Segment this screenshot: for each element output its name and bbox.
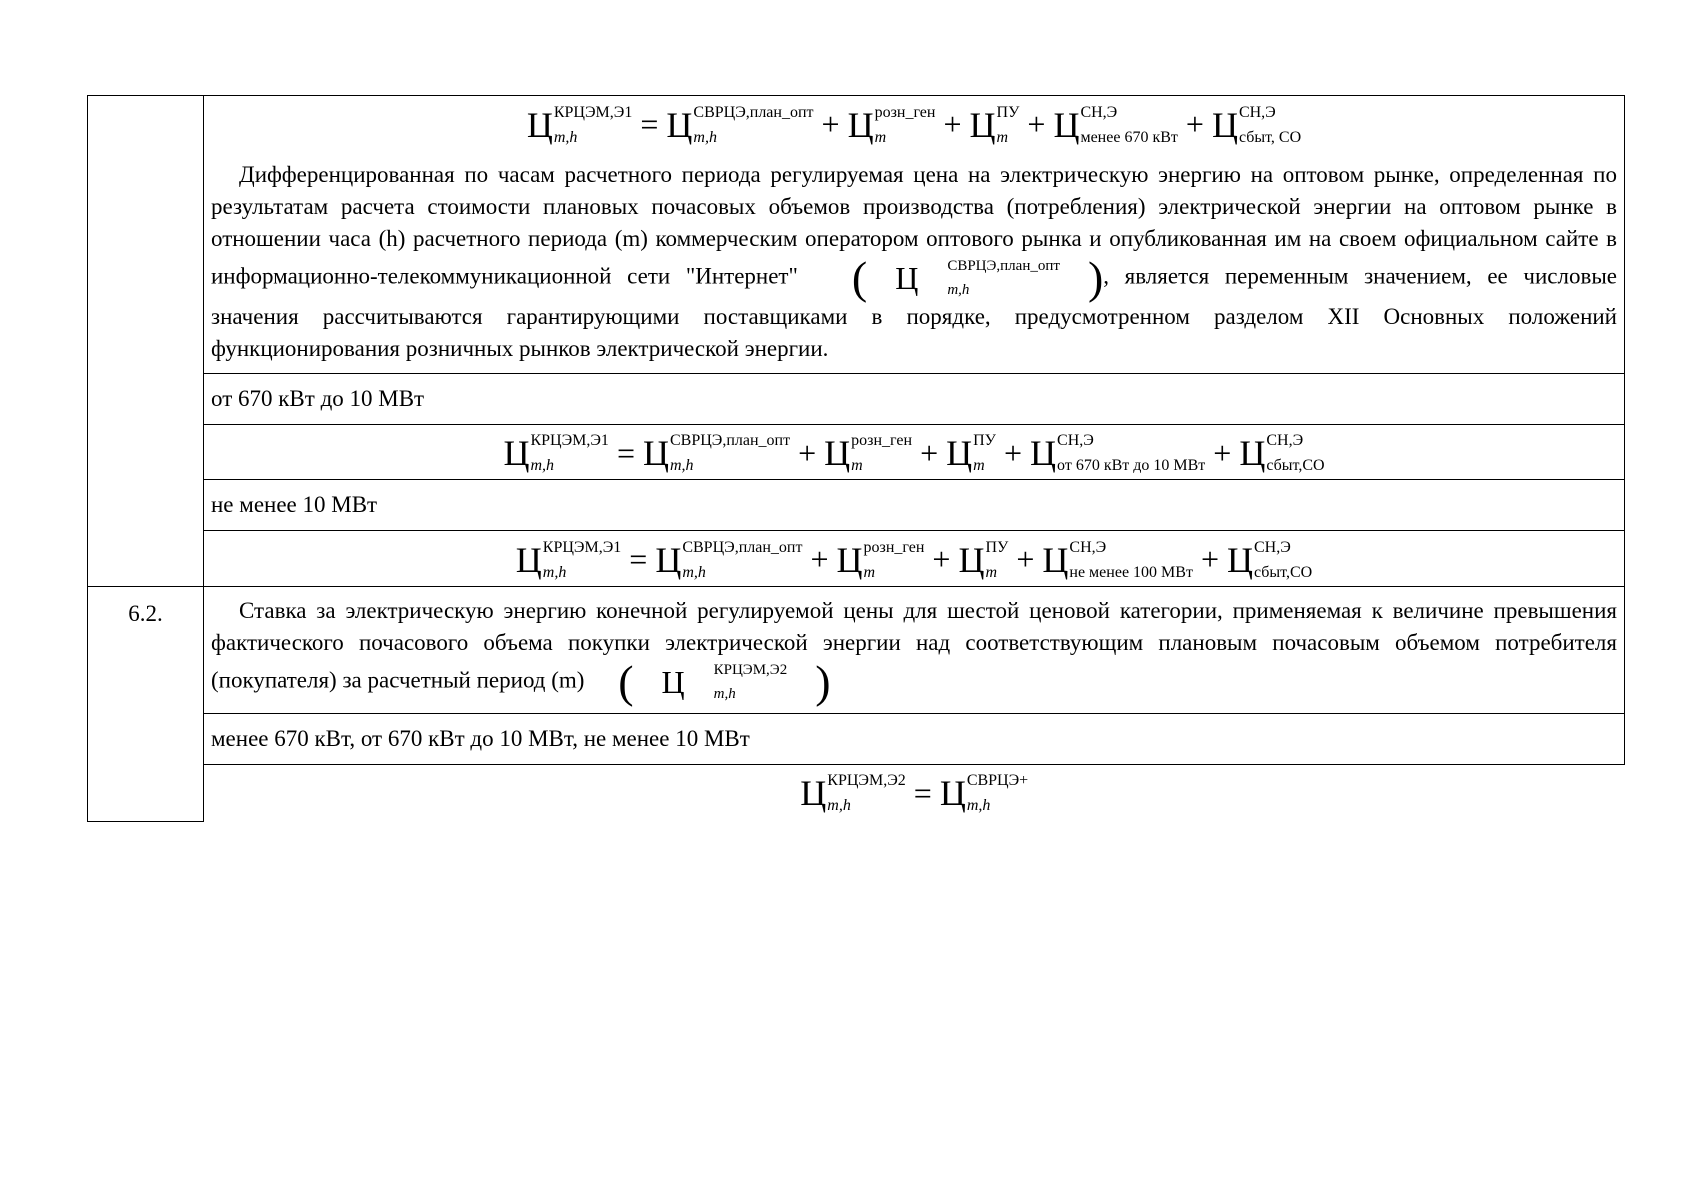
formula — [514, 538, 1314, 581]
formula-term: Ц ПУ m — [969, 103, 1020, 146]
power-range-label: не менее 10 МВт — [204, 480, 1625, 531]
formula-term: Ц СН,Э сбыт,СО — [1239, 432, 1325, 474]
plus-sign: + — [1200, 541, 1219, 577]
plus-sign: + — [810, 541, 829, 577]
formula-term: Ц СВРЦЭ,план_опт m,h — [655, 538, 803, 581]
table-row — [88, 531, 1625, 587]
plus-sign: + — [943, 106, 962, 142]
formula-term: Ц ПУ m — [958, 538, 1009, 581]
formula — [525, 103, 1303, 146]
formula-term: Ц СН,Э не менее 100 МВт — [1042, 538, 1193, 581]
formula-term: Ц СН,Э от 670 кВт до 10 МВт — [1030, 432, 1206, 474]
formula-lhs: Ц КРЦЭМ,Э1 m,h — [503, 432, 609, 474]
formula-term: Ц розн_ген m — [847, 103, 936, 146]
table-row — [88, 764, 1625, 821]
equals-sign: = — [629, 541, 648, 577]
formula — [501, 432, 1326, 474]
table-row — [88, 713, 1625, 764]
inline-formula: ( Ц КРЦЭМ,Э2 m,h ) — [618, 655, 831, 707]
formula-term: Ц СН,Э менее 670 кВт — [1053, 103, 1178, 146]
formula-block — [204, 765, 1625, 822]
formula-block — [204, 425, 1624, 480]
equals-sign: = — [913, 774, 932, 811]
formula-block — [204, 96, 1624, 151]
inline-formula: ( Ц СВРЦЭ,план_опт m,h ) — [851, 251, 1104, 303]
plus-sign: + — [1027, 106, 1046, 142]
content-cell — [204, 531, 1625, 587]
plus-sign: + — [821, 106, 840, 142]
equals-sign: = — [616, 434, 635, 471]
plus-sign: + — [1213, 434, 1232, 471]
formula-lhs: Ц КРЦЭМ,Э1 m,h — [526, 103, 633, 146]
content-cell — [204, 96, 1625, 374]
table-row — [88, 424, 1625, 480]
formula-lhs: Ц КРЦЭМ,Э2 m,h — [800, 772, 906, 814]
formula-lhs: Ц КРЦЭМ,Э1 m,h — [515, 538, 622, 581]
formula-term: Ц СВРЦЭ+ m,h — [939, 772, 1029, 814]
plus-sign: + — [1185, 106, 1204, 142]
description-paragraph: Дифференцированная по часам расчетного периода регулируемая цена на электрическую энергию на оптовом рынке, определенная по результатам расчета стоимости плановых почасовых объемов производства (потребления) электрической энергии на оптовом рынке в отношении часа (h) расчетного периода (m) коммерческим оператором оптового рынка и опубликованная им на своем официальном сайте в информационно-телекоммуникационной сети "Интернет" ( Ц СВРЦЭ,план_опт m,h ) , является переменным значением, ее числовые значения рассчитываются гарантирующими поставщиками в порядке, предусмотренном разделом XII Основных положений функционирования розничных рынков электрической энергии. — [211, 161, 1617, 361]
plus-sign: + — [798, 434, 817, 471]
tariff-table — [87, 95, 1625, 822]
number-cell-empty — [88, 96, 204, 587]
table-row — [88, 96, 1625, 374]
power-range-label: менее 670 кВт, от 670 кВт до 10 МВт, не менее 10 МВт — [204, 713, 1625, 764]
plus-sign: + — [1004, 434, 1023, 471]
plus-sign: + — [932, 541, 951, 577]
document-page — [87, 95, 1624, 822]
formula-term: Ц розн_ген m — [824, 432, 913, 474]
power-range-label: от 670 кВт до 10 МВт — [204, 373, 1625, 424]
formula-term: Ц СВРЦЭ,план_опт m,h — [666, 103, 814, 146]
table-row — [88, 586, 1625, 713]
item-number: 6.2. — [88, 586, 204, 821]
formula-term: Ц ПУ m — [946, 432, 996, 474]
content-cell — [204, 586, 1625, 713]
formula — [798, 772, 1030, 814]
content-cell — [204, 764, 1625, 821]
equals-sign: = — [640, 106, 659, 142]
formula-term: Ц СН,Э сбыт, СО — [1211, 103, 1302, 146]
content-cell — [204, 424, 1625, 480]
table-row — [88, 480, 1625, 531]
description-paragraph: Ставка за электрическую энергию конечной регулируемой цены для шестой ценовой категории, применяемая к величине превышения фактического почасового объема покупки электрической энергии над соответствующим плановым почасовым объемом потребителя (покупателя) за расчетный период (m) ( Ц КРЦЭМ,Э2 m,h ) — [211, 597, 1617, 707]
plus-sign: + — [1016, 541, 1035, 577]
formula-term: Ц СН,Э сбыт,СО — [1226, 538, 1313, 581]
formula-term: Ц СВРЦЭ,план_опт m,h — [642, 432, 791, 474]
plus-sign: + — [920, 434, 939, 471]
table-row — [88, 373, 1625, 424]
formula-block — [204, 531, 1624, 586]
formula-term: Ц розн_ген m — [836, 538, 925, 581]
